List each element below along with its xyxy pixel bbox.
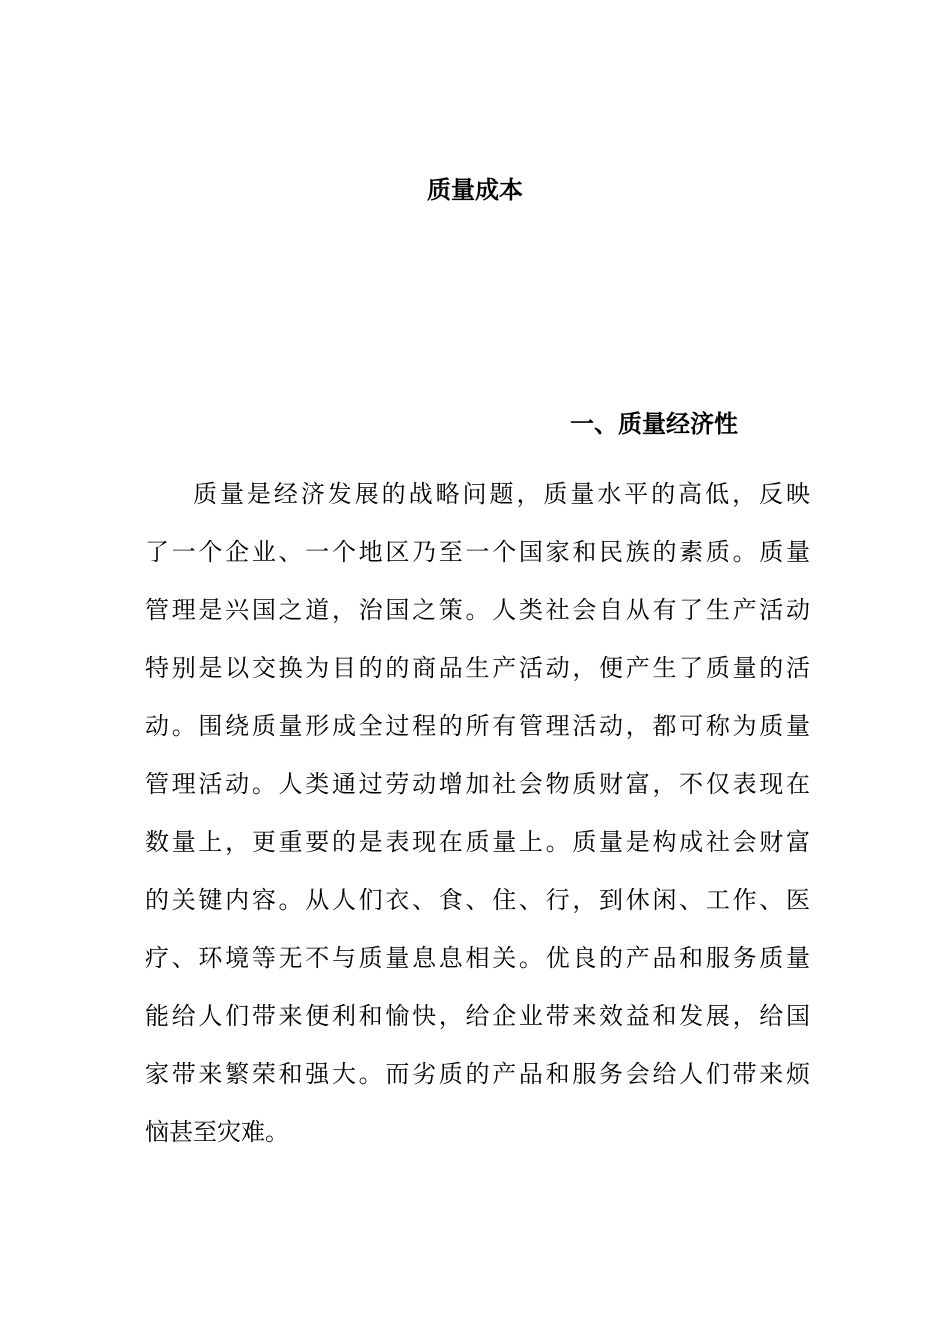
paragraph-line: 特别是以交换为目的的商品生产活动，便产生了质量的活 — [145, 654, 810, 682]
paragraph-line: 数量上，更重要的是表现在质量上。质量是构成社会财富 — [145, 828, 810, 856]
paragraph-line: 家带来繁荣和强大。而劣质的产品和服务会给人们带来烦 — [145, 1060, 810, 1088]
paragraph-line: 能给人们带来便利和愉快，给企业带来效益和发展，给国 — [145, 1002, 810, 1030]
section-heading: 一、质量经济性 — [570, 410, 738, 438]
paragraph-line: 质量是经济发展的战略问题，质量水平的高低，反映 — [193, 480, 810, 508]
paragraph-line: 管理活动。人类通过劳动增加社会物质财富，不仅表现在 — [145, 770, 810, 798]
paragraph-line: 管理是兴国之道，治国之策。人类社会自从有了生产活动 — [145, 596, 810, 624]
paragraph-line: 了一个企业、一个地区乃至一个国家和民族的素质。质量 — [145, 538, 810, 566]
document-title: 质量成本 — [427, 176, 523, 204]
paragraph-line: 恼甚至灾难。 — [145, 1118, 289, 1146]
body-paragraph — [145, 465, 810, 1161]
paragraph-line: 疗、环境等无不与质量息息相关。优良的产品和服务质量 — [145, 944, 810, 972]
paragraph-line: 的关键内容。从人们衣、食、住、行，到休闲、工作、医 — [145, 886, 810, 914]
paragraph-line: 动。围绕质量形成全过程的所有管理活动，都可称为质量 — [145, 712, 810, 740]
